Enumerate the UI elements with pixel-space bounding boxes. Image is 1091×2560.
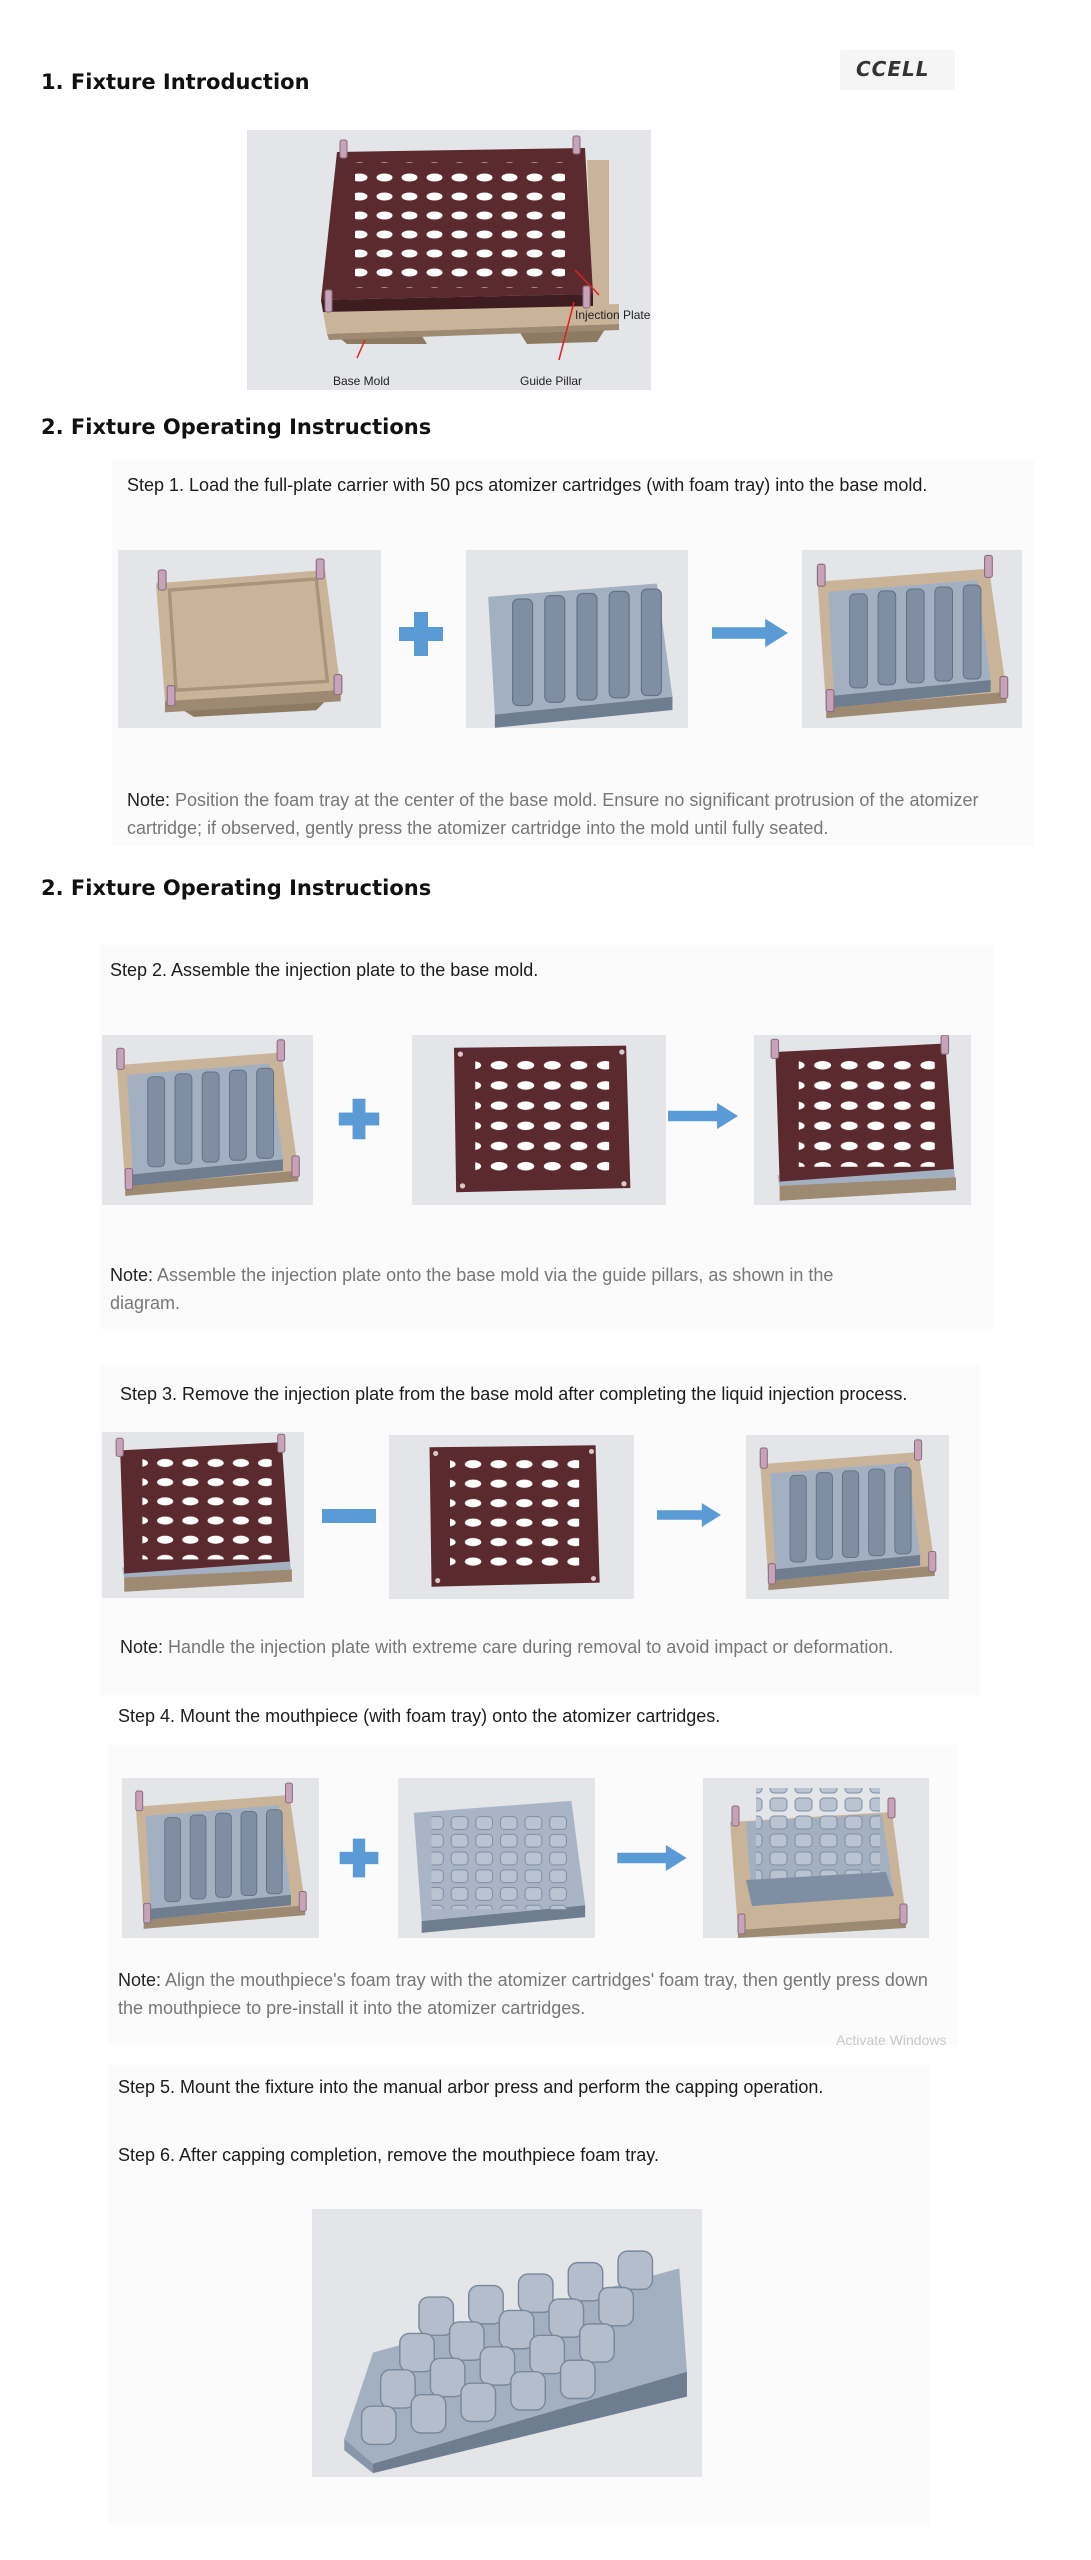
plus-icon	[336, 1096, 382, 1142]
step2-result-image	[754, 1035, 971, 1205]
arrow-right-icon	[657, 1502, 721, 1528]
step5-text: Step 5. Mount the fixture into the manual arbor press and perform the capping operation.	[118, 2077, 824, 2097]
plus-icon	[396, 609, 446, 659]
callout-injection-plate: Injection Plate	[575, 308, 651, 322]
step6-mouthpiece-tray-image	[312, 2209, 702, 2477]
step3-text: Step 3. Remove the injection plate from the base mold after completing the liquid injection process.	[120, 1384, 908, 1404]
step4-mouthpiece-tray-image	[398, 1778, 595, 1938]
callout-base-mold: Base Mold	[333, 374, 390, 388]
step3-assembled-image	[102, 1432, 304, 1598]
step2-loaded-base-image	[102, 1035, 313, 1205]
activate-windows-watermark: Activate Windows	[836, 2032, 947, 2048]
step4-note: Note: Align the mouthpiece's foam tray with the atomizer cartridges' foam tray, then gently press down the mouthpiece to pre-install it into the atomizer cartridges.	[118, 1970, 928, 2018]
step2-note: Note: Assemble the injection plate onto the base mold via the guide pillars, as shown in the diagram.	[110, 1265, 834, 1313]
step4-text: Step 4. Mount the mouthpiece (with foam tray) onto the atomizer cartridges.	[118, 1706, 721, 1726]
ccell-logo: CCELL	[856, 57, 930, 81]
step2-text: Step 2. Assemble the injection plate to the base mold.	[110, 960, 539, 980]
step1-text: Step 1. Load the full-plate carrier with 50 pcs atomizer cartridges (with foam tray) into the base mold.	[127, 475, 928, 495]
step1-note: Note: Position the foam tray at the center of the base mold. Ensure no significant protrusion of the atomizer cartridge; if observed, gently press the atomizer cartridge into the mold until fully seated.	[127, 790, 979, 838]
step3-injection-plate-image	[389, 1435, 634, 1599]
callout-guide-pillar: Guide Pillar	[520, 374, 583, 388]
section-title-operating-instructions-2: 2. Fixture Operating Instructions	[41, 876, 432, 900]
section-title-operating-instructions-1: 2. Fixture Operating Instructions	[41, 415, 432, 439]
step1-base-mold-image	[118, 550, 381, 728]
step6-text: Step 6. After capping completion, remove the mouthpiece foam tray.	[118, 2145, 659, 2165]
arrow-right-icon	[668, 1102, 738, 1130]
fixture-overview-image	[247, 130, 651, 390]
step3-result-image	[746, 1435, 949, 1599]
plus-icon	[337, 1836, 381, 1880]
step1-result-image	[802, 550, 1022, 728]
minus-icon	[322, 1507, 376, 1525]
step3-note: Note: Handle the injection plate with extreme care during removal to avoid impact or deformation.	[120, 1637, 894, 1657]
arrow-right-icon	[712, 618, 788, 648]
step1-cartridge-tray-image	[466, 550, 688, 728]
step4-result-image	[703, 1778, 929, 1938]
step4-loaded-base-image	[122, 1778, 319, 1938]
step2-injection-plate-image	[412, 1035, 666, 1205]
arrow-right-icon	[614, 1845, 690, 1871]
section-title-fixture-introduction: 1. Fixture Introduction	[41, 70, 310, 94]
